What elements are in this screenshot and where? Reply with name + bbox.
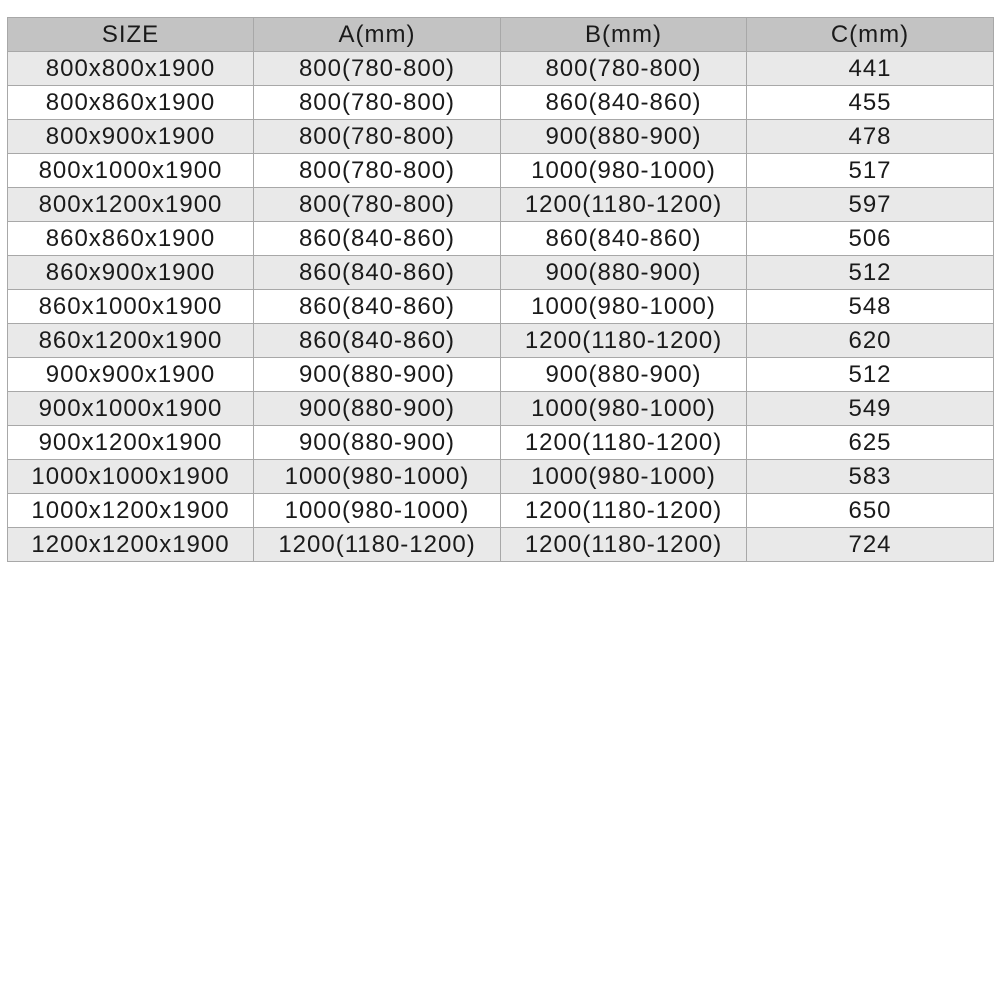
size-cell: 800x1000x1900 — [8, 154, 254, 188]
table-header — [8, 18, 994, 52]
c-mm-cell: 583 — [747, 460, 994, 494]
a-mm-cell: 900(880-900) — [254, 392, 501, 426]
a-mm-cell: 1200(1180-1200) — [254, 528, 501, 562]
size-cell: 1000x1200x1900 — [8, 494, 254, 528]
b-mm-cell: 1000(980-1000) — [501, 290, 747, 324]
c-mm-cell: 650 — [747, 494, 994, 528]
b-mm-cell: 1000(980-1000) — [501, 460, 747, 494]
table-row — [8, 392, 994, 426]
table-row — [8, 290, 994, 324]
header-row — [8, 18, 994, 52]
table-row — [8, 324, 994, 358]
a-mm-cell: 900(880-900) — [254, 426, 501, 460]
a-mm-cell: 800(780-800) — [254, 188, 501, 222]
a-mm-cell: 800(780-800) — [254, 120, 501, 154]
a-mm-cell: 1000(980-1000) — [254, 460, 501, 494]
header-size: SIZE — [8, 18, 254, 52]
c-mm-cell: 620 — [747, 324, 994, 358]
table-row — [8, 358, 994, 392]
c-mm-cell: 512 — [747, 358, 994, 392]
b-mm-cell: 860(840-860) — [501, 222, 747, 256]
c-mm-cell: 441 — [747, 52, 994, 86]
table-row — [8, 222, 994, 256]
a-mm-cell: 800(780-800) — [254, 154, 501, 188]
size-cell: 800x800x1900 — [8, 52, 254, 86]
b-mm-cell: 900(880-900) — [501, 358, 747, 392]
a-mm-cell: 860(840-860) — [254, 290, 501, 324]
size-specification-table — [7, 17, 994, 562]
a-mm-cell: 860(840-860) — [254, 256, 501, 290]
b-mm-cell: 860(840-860) — [501, 86, 747, 120]
b-mm-cell: 1200(1180-1200) — [501, 528, 747, 562]
a-mm-cell: 860(840-860) — [254, 222, 501, 256]
header-b-mm: B(mm) — [501, 18, 747, 52]
c-mm-cell: 517 — [747, 154, 994, 188]
c-mm-cell: 478 — [747, 120, 994, 154]
size-cell: 800x900x1900 — [8, 120, 254, 154]
size-cell: 800x1200x1900 — [8, 188, 254, 222]
header-c-mm: C(mm) — [747, 18, 994, 52]
size-cell: 1200x1200x1900 — [8, 528, 254, 562]
table-body — [8, 52, 994, 562]
table-row — [8, 120, 994, 154]
size-cell: 860x1200x1900 — [8, 324, 254, 358]
size-cell: 860x860x1900 — [8, 222, 254, 256]
table-row — [8, 188, 994, 222]
c-mm-cell: 506 — [747, 222, 994, 256]
b-mm-cell: 1200(1180-1200) — [501, 426, 747, 460]
b-mm-cell: 800(780-800) — [501, 52, 747, 86]
c-mm-cell: 724 — [747, 528, 994, 562]
table-row — [8, 528, 994, 562]
size-cell: 900x900x1900 — [8, 358, 254, 392]
c-mm-cell: 512 — [747, 256, 994, 290]
b-mm-cell: 900(880-900) — [501, 256, 747, 290]
table-row — [8, 86, 994, 120]
size-cell: 900x1000x1900 — [8, 392, 254, 426]
c-mm-cell: 625 — [747, 426, 994, 460]
size-cell: 860x1000x1900 — [8, 290, 254, 324]
size-cell: 900x1200x1900 — [8, 426, 254, 460]
table-row — [8, 426, 994, 460]
table-row — [8, 256, 994, 290]
b-mm-cell: 900(880-900) — [501, 120, 747, 154]
table-row — [8, 494, 994, 528]
size-cell: 860x900x1900 — [8, 256, 254, 290]
size-cell: 800x860x1900 — [8, 86, 254, 120]
table-row — [8, 52, 994, 86]
header-a-mm: A(mm) — [254, 18, 501, 52]
table-row — [8, 154, 994, 188]
a-mm-cell: 860(840-860) — [254, 324, 501, 358]
b-mm-cell: 1200(1180-1200) — [501, 494, 747, 528]
table-row — [8, 460, 994, 494]
a-mm-cell: 900(880-900) — [254, 358, 501, 392]
size-cell: 1000x1000x1900 — [8, 460, 254, 494]
c-mm-cell: 597 — [747, 188, 994, 222]
b-mm-cell: 1000(980-1000) — [501, 392, 747, 426]
c-mm-cell: 549 — [747, 392, 994, 426]
b-mm-cell: 1200(1180-1200) — [501, 324, 747, 358]
a-mm-cell: 1000(980-1000) — [254, 494, 501, 528]
b-mm-cell: 1200(1180-1200) — [501, 188, 747, 222]
c-mm-cell: 548 — [747, 290, 994, 324]
a-mm-cell: 800(780-800) — [254, 52, 501, 86]
b-mm-cell: 1000(980-1000) — [501, 154, 747, 188]
a-mm-cell: 800(780-800) — [254, 86, 501, 120]
c-mm-cell: 455 — [747, 86, 994, 120]
